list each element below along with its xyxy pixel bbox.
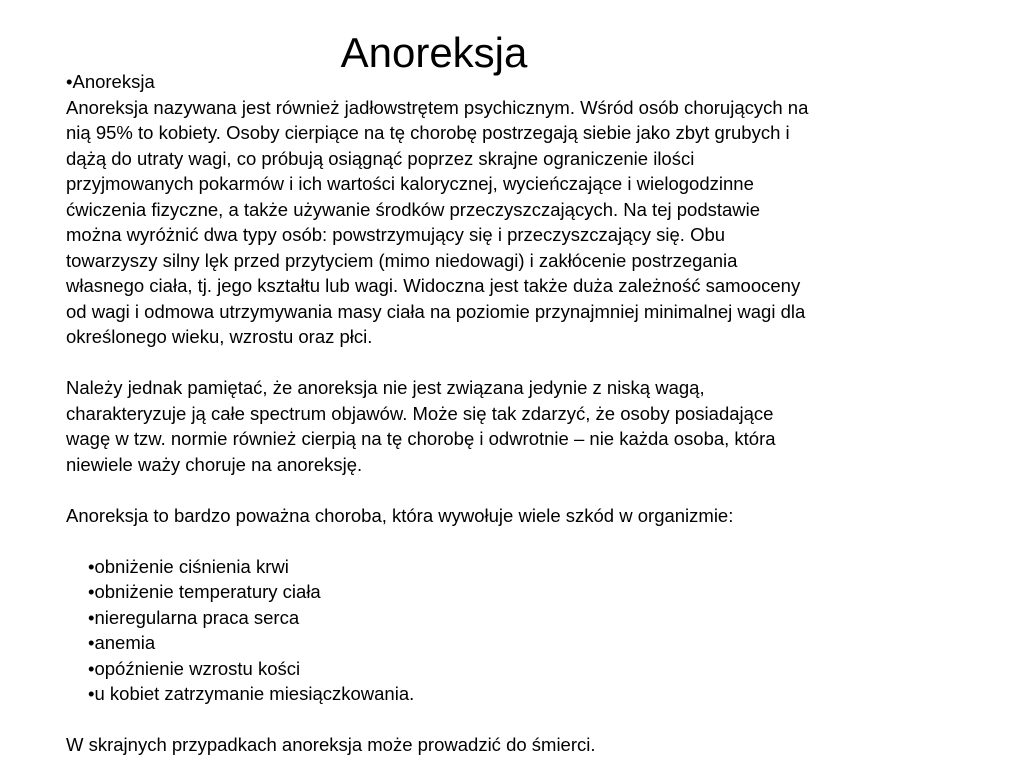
paragraph-line: wagę w tzw. normie również cierpią na tę chorobę i odwrotnie – nie każda osoba, która	[66, 428, 776, 449]
effects-list	[66, 554, 966, 707]
paragraph-effects-intro: Anoreksja to bardzo poważna choroba, która wywołuje wiele szkód w organizmie:	[66, 504, 734, 526]
paragraph-line: towarzyszy silny lęk przed przytyciem (mimo niedowagi) i zakłócenie postrzegania	[66, 249, 738, 271]
paragraph-line: własnego ciała, tj. jego kształtu lub wagi. Widoczna jest także duża zależność samooceny	[66, 275, 801, 296]
bullet-heading: •Anoreksja	[66, 71, 155, 92]
paragraph-spacer	[66, 528, 966, 554]
list-item: •nieregularna praca serca	[88, 606, 300, 628]
list-item: •obniżenie temperatury ciała	[88, 581, 321, 602]
paragraph-line: można wyróżnić dwa typy osób: powstrzymujący się i przeczyszczający się. Obu	[66, 224, 726, 245]
paragraph-spacer	[66, 477, 966, 503]
list-item: •anemia	[88, 632, 156, 653]
paragraph-line: nią 95% to kobiety. Osoby cierpiące na tę chorobę postrzegają siebie jako zbyt grubych i	[66, 122, 790, 143]
paragraph-line: Anoreksja nazywana jest również jadłowstrętem psychicznym. Wśród osób chorujących na	[66, 96, 809, 118]
slide-title: Anoreksja	[340, 29, 528, 76]
paragraph-line: charakteryzuje ją całe spectrum objawów. Może się tak zdarzyć, że osoby posiadające	[66, 402, 774, 424]
paragraph-spacer	[66, 350, 966, 376]
paragraph-symptoms	[66, 375, 966, 477]
paragraph-line: niewiele waży choruje na anoreksję.	[66, 453, 363, 475]
paragraph-description	[66, 95, 966, 350]
paragraph-spacer	[66, 707, 966, 733]
paragraph-line: Należy jednak pamiętać, że anoreksja nie jest związana jedynie z niską wagą,	[66, 377, 705, 398]
list-item: •u kobiet zatrzymanie miesiączkowania.	[88, 683, 415, 704]
list-item: •obniżenie ciśnienia krwi	[88, 555, 289, 577]
list-item: •opóźnienie wzrostu kości	[88, 657, 301, 679]
paragraph-line: dążą do utraty wagi, co próbują osiągnąć poprzez skrajne ograniczenie ilości	[66, 147, 695, 169]
paragraph-line: przyjmowanych pokarmów i ich wartości kalorycznej, wycieńczające i wielogodzinne	[66, 173, 754, 194]
slide-content	[66, 69, 966, 758]
paragraph-line: od wagi i odmowa utrzymywania masy ciała na poziomie przynajmniej minimalnej wagi dla	[66, 300, 806, 322]
paragraph-line: ćwiczenia fizyczne, a także używanie środków przeczyszczających. Na tej podstawie	[66, 198, 761, 220]
paragraph-line: określonego wieku, wzrostu oraz płci.	[66, 326, 373, 347]
paragraph-conclusion: W skrajnych przypadkach anoreksja może prowadzić do śmierci.	[66, 734, 596, 755]
